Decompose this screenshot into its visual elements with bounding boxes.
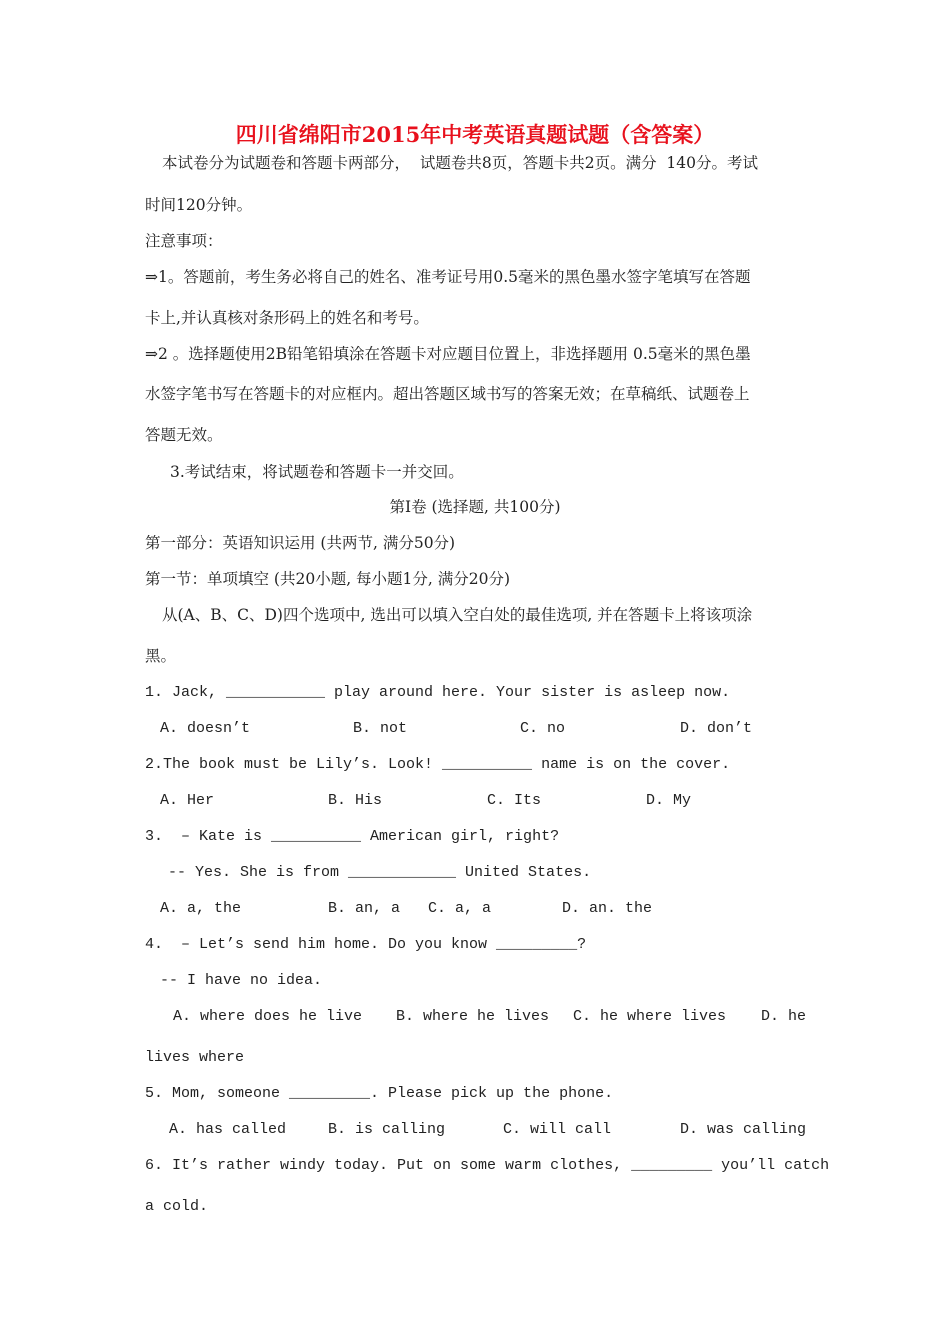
section-heading: 第一节：单项填空 (共20小题, 每小题1分, 满分20分) [145,570,511,588]
notice-item-2a: ⇒2 。选择题使用2B铅笔铅填涂在答题卡对应题目位置上，非选择题用 0.5毫米的黑色墨 [145,345,751,363]
question-4-option-d: D. he [761,1008,807,1025]
question-2-option-b: B. His [328,792,383,809]
question-4-stem: 4. – Let’s send him home. Do you know _________? [145,936,587,953]
document-title: 四川省绵阳市2015年中考英语真题试题（含答案） [235,122,715,147]
question-3-option-d: D. an. the [562,900,653,917]
question-1-stem: 1. Jack, ___________ play around here. Your sister is asleep now. [145,684,731,701]
question-1-option-b: B. not [353,720,408,737]
question-2-option-d: D. My [646,792,692,809]
question-3-reply: -- Yes. She is from ____________ United States. [168,864,592,881]
question-2-option-c: C. Its [487,792,542,809]
question-5-option-c: C. will call [503,1121,612,1138]
question-5-option-d: D. was calling [680,1121,807,1138]
question-3-option-a: A. a, the [160,900,242,917]
notice-item-1b: 卡上,并认真核对条形码上的姓名和考号。 [145,309,429,327]
question-4-reply: -- I have no idea. [160,972,323,989]
intro-line-1: 本试卷分为试题卷和答题卡两部分， 试题卷共8页，答题卡共2页。满分 140分。考试 [162,154,759,172]
question-6-stem-continued: a cold. [145,1198,209,1215]
notice-item-1a: ⇒1。答题前，考生务必将自己的姓名、准考证号用0.5毫米的黑色墨水签字笔填写在答题 [145,268,751,286]
notice-heading: 注意事项： [145,232,223,250]
question-4-option-b: B. where he lives [396,1008,550,1025]
question-5-option-a: A. has called [169,1121,287,1138]
question-1-option-d: D. don’t [680,720,753,737]
question-4-option-a: A. where does he live [173,1008,363,1025]
notice-item-2c: 答题无效。 [145,426,223,444]
instruction-line-1: 从(A、B、C、D)四个选项中, 选出可以填入空白处的最佳选项, 并在答题卡上将该项涂 [162,606,753,624]
volume-heading: 第Ⅰ卷 (选择题, 共100分) [389,498,561,516]
notice-item-2b: 水签字笔书写在答题卡的对应框内。超出答题区域书写的答案无效；在草稿纸、试题卷上 [145,385,750,403]
question-3-option-c: C. a, a [428,900,492,917]
question-5-option-b: B. is calling [328,1121,446,1138]
question-3-stem: 3. – Kate is __________ American girl, right? [145,828,560,845]
intro-line-2: 时间120分钟。 [145,196,253,214]
question-1-option-a: A. doesn’t [160,720,251,737]
question-2-stem: 2.The book must be Lily’s. Look! __________ name is on the cover. [145,756,731,773]
question-4-option-c: C. he where lives [573,1008,727,1025]
question-2-option-a: A. Her [160,792,215,809]
question-5-stem: 5. Mom, someone _________. Please pick up the phone. [145,1085,614,1102]
instruction-line-2: 黑。 [145,647,177,665]
question-6-stem: 6. It’s rather windy today. Put on some warm clothes, _________ you’ll catch [145,1157,830,1174]
notice-item-3: 3.考试结束，将试题卷和答题卡一并交回。 [170,463,464,481]
part-heading: 第一部分：英语知识运用 (共两节, 满分50分) [145,534,456,552]
question-1-option-c: C. no [520,720,566,737]
question-4-option-d-continued: lives where [145,1049,245,1066]
question-3-option-b: B. an, a [328,900,401,917]
